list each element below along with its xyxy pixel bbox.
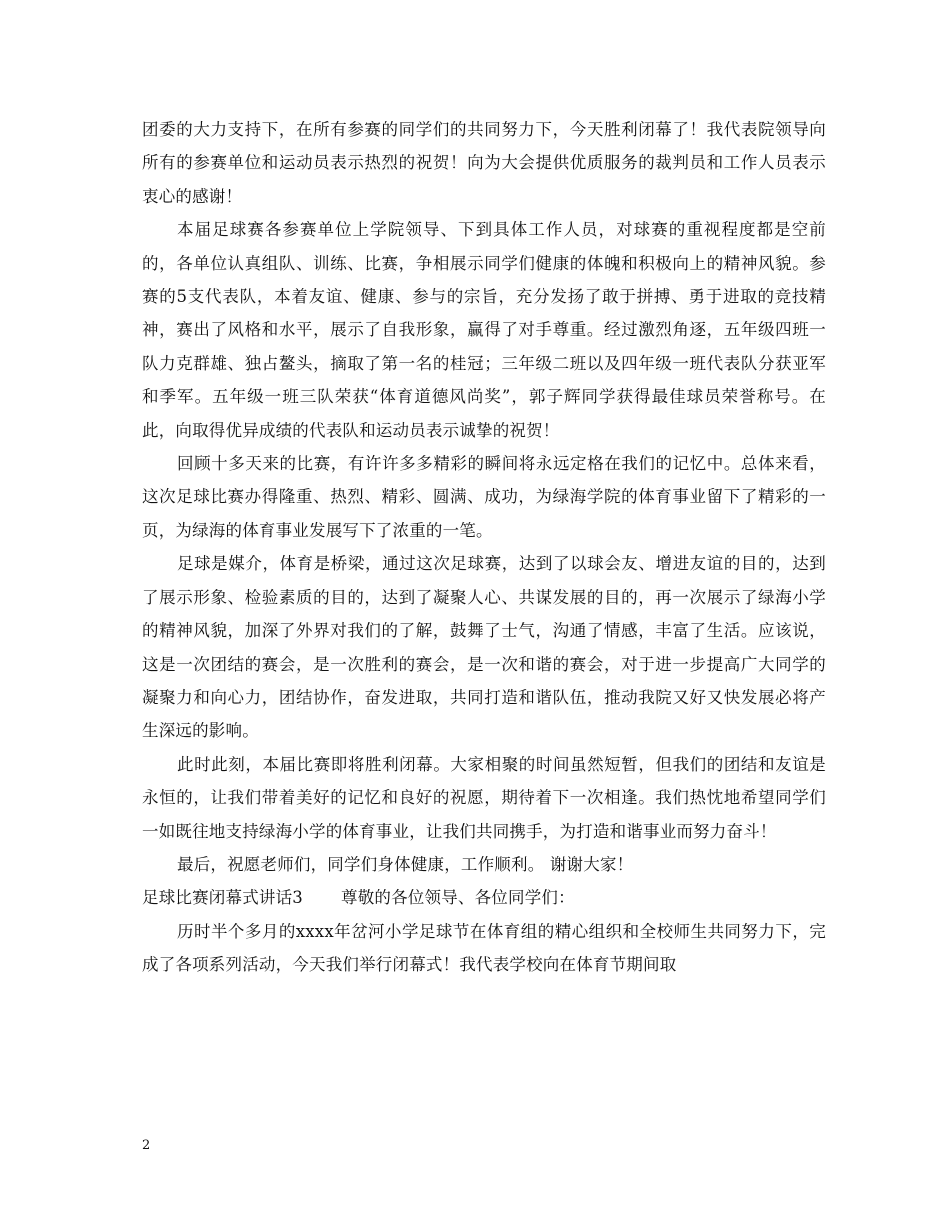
page-number: 2 [142, 1138, 151, 1153]
paragraph-6: 最后，祝愿老师们，同学们身体健康，工作顺利。 谢谢大家！ [177, 854, 634, 874]
document-body [142, 113, 826, 982]
paragraph-1: 团委的大力支持下，在所有参赛的同学们的共同努力下，今天胜利闭幕了！我代表院领导向所有的参赛单位和运动员表示热烈的祝贺！向为大会提供优质服务的裁判员和工作人员表示衷心的感谢！ [142, 120, 826, 206]
closing-paragraph: 历时半个多月的xxxx年岔河小学足球节在体育组的精心组织和全校师生共同努力下，完成了各项系列活动，今天我们举行闭幕式！我代表学校向在体育节期间取 [142, 921, 826, 975]
section-salutation: 尊敬的各位领导、各位同学们： [341, 888, 575, 908]
paragraph-2: 本届足球赛各参赛单位上学院领导、下到具体工作人员，对球赛的重视程度都是空前的，各单位认真组队、训练、比赛，争相展示同学们健康的体魄和积极向上的精神风貌。参赛的5支代表队，本着友谊、健康、参与的宗旨，充分发扬了敢于拼搏、勇于进取的竞技精神，赛出了风格和水平，展示了自我形象，赢得了对手尊重。经过激烈角逐，五年级四班一队力克群雄、独占鳌头，摘取了第一名的桂冠；三年级二班以及四年级一班代表队分获亚军和季军。五年级一班三队荣获“体育道德风尚奖”，郭子辉同学获得最佳球员荣誉称号。在此，向取得优异成绩的代表队和运动员表示诚挚的祝贺！ [142, 220, 826, 440]
section-heading-line [142, 881, 826, 914]
paragraph-3: 回顾十多天来的比赛，有许许多多精彩的瞬间将永远定格在我们的记忆中。总体来看，这次足球比赛办得隆重、热烈、精彩、圆满、成功，为绿海学院的体育事业留下了精彩的一页，为绿海的体育事业发展写下了浓重的一笔。 [142, 454, 826, 540]
section-title: 足球比赛闭幕式讲话3 [142, 888, 303, 908]
paragraph-5: 此时此刻，本届比赛即将胜利闭幕。大家相聚的时间虽然短暂，但我们的团结和友谊是永恒的，让我们带着美好的记忆和良好的祝愿，期待着下一次相逢。我们热忱地希望同学们一如既往地支持绿海小学的体育事业，让我们共同携手，为打造和谐事业而努力奋斗！ [142, 754, 826, 841]
paragraph-4: 足球是媒介，体育是桥梁，通过这次足球赛，达到了以球会友、增进友谊的目的，达到了展示形象、检验素质的目的，达到了凝聚人心、共谋发展的目的，再一次展示了绿海小学的精神风貌，加深了外界对我们的了解，鼓舞了士气，沟通了情感，丰富了生活。应该说，这是一次团结的赛会，是一次胜利的赛会，是一次和谐的赛会，对于进一步提高广大同学的凝聚力和向心力，团结协作，奋发进取，共同打造和谐队伍，推动我院又好又快发展必将产生深远的影响。 [142, 554, 826, 741]
